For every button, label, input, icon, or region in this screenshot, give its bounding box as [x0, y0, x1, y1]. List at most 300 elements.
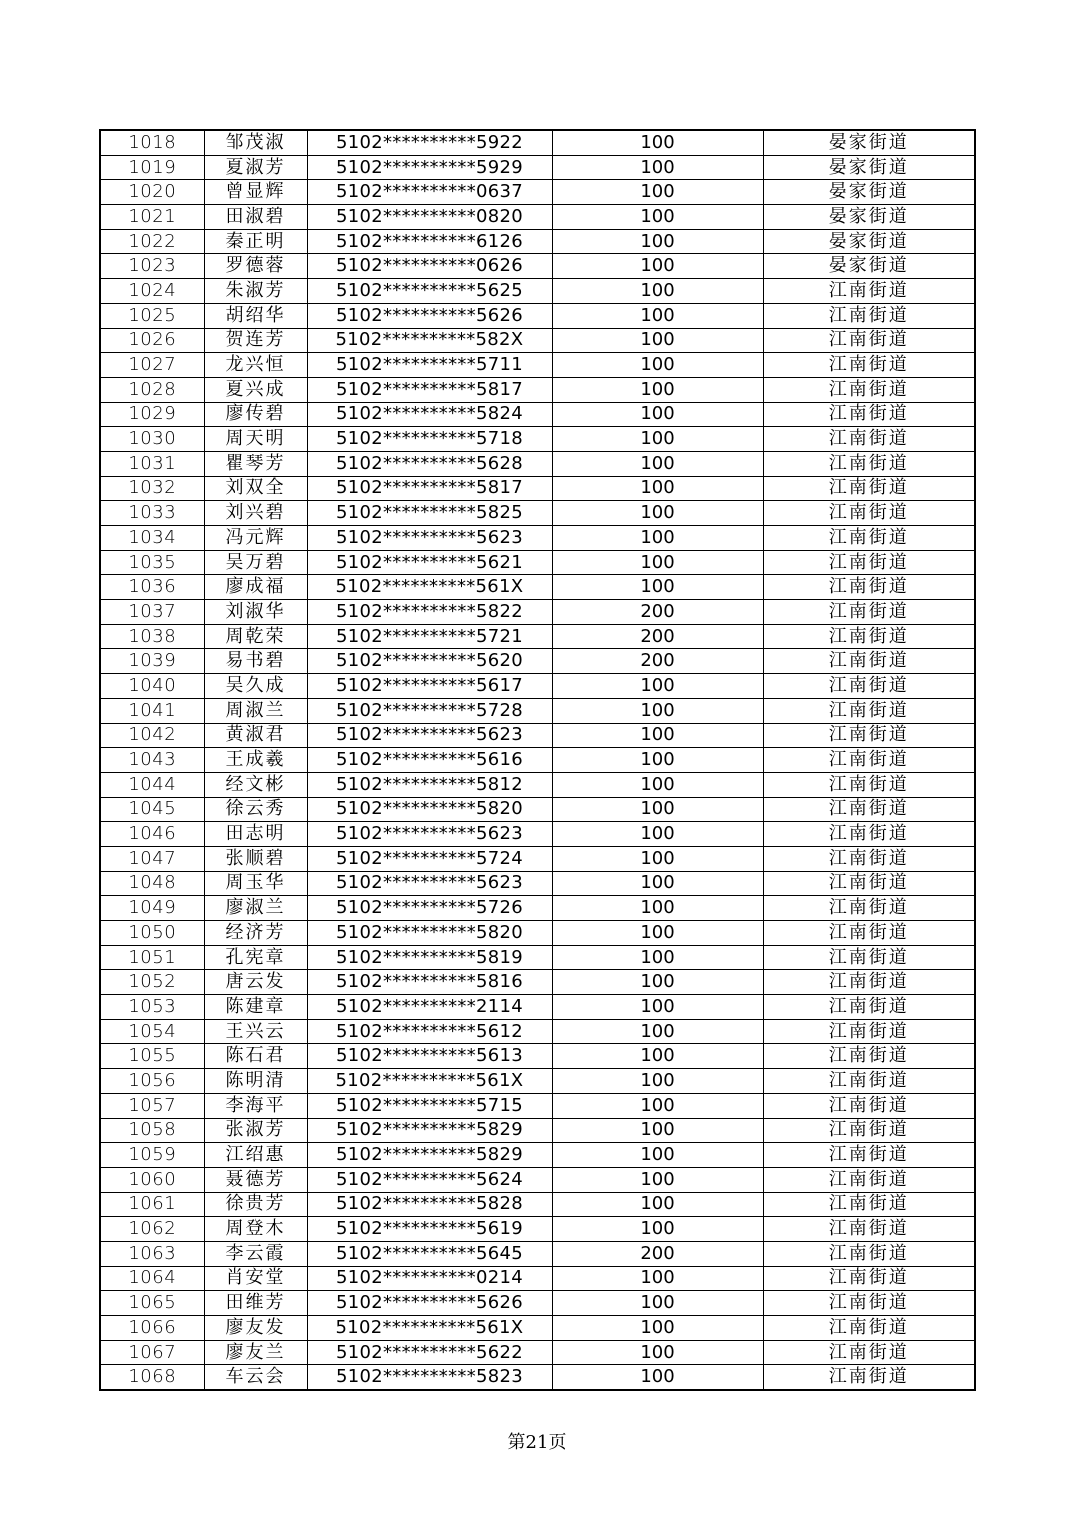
subdistrict-cell: 江南街道 [763, 451, 975, 476]
row-number-cell: 1038 [100, 624, 204, 649]
row-number-cell: 1053 [100, 995, 204, 1020]
person-name-cell: 肖安堂 [204, 1266, 307, 1291]
table-row [100, 328, 975, 353]
amount-cell: 100 [552, 550, 763, 575]
person-name-cell: 冯元辉 [204, 526, 307, 551]
row-number-cell: 1063 [100, 1241, 204, 1266]
subdistrict-cell: 江南街道 [763, 1241, 975, 1266]
amount-cell: 100 [552, 451, 763, 476]
amount-cell: 100 [552, 427, 763, 452]
row-number-cell: 1022 [100, 229, 204, 254]
subdistrict-cell: 江南街道 [763, 871, 975, 896]
table-row [100, 1365, 975, 1390]
table-row [100, 1266, 975, 1291]
row-number-cell: 1046 [100, 822, 204, 847]
person-name-cell: 张淑芳 [204, 1118, 307, 1143]
id-number-cell: 5102**********561X [307, 575, 552, 600]
id-number-cell: 5102**********5817 [307, 377, 552, 402]
row-number-cell: 1054 [100, 1019, 204, 1044]
table-row [100, 155, 975, 180]
roster-table-body [100, 130, 975, 1390]
subdistrict-cell: 江南街道 [763, 427, 975, 452]
table-row [100, 896, 975, 921]
row-number-cell: 1030 [100, 427, 204, 452]
amount-cell: 100 [552, 402, 763, 427]
table-row [100, 698, 975, 723]
amount-cell: 100 [552, 526, 763, 551]
row-number-cell: 1040 [100, 674, 204, 699]
subdistrict-cell: 江南街道 [763, 1167, 975, 1192]
amount-cell: 100 [552, 1143, 763, 1168]
person-name-cell: 田淑碧 [204, 205, 307, 230]
id-number-cell: 5102**********5711 [307, 353, 552, 378]
person-name-cell: 江绍惠 [204, 1143, 307, 1168]
subdistrict-cell: 江南街道 [763, 1118, 975, 1143]
row-number-cell: 1043 [100, 748, 204, 773]
subdistrict-cell: 江南街道 [763, 624, 975, 649]
subdistrict-cell: 江南街道 [763, 772, 975, 797]
amount-cell: 100 [552, 1316, 763, 1341]
person-name-cell: 易书碧 [204, 649, 307, 674]
amount-cell: 100 [552, 1365, 763, 1390]
table-row [100, 526, 975, 551]
amount-cell: 100 [552, 1118, 763, 1143]
table-row [100, 575, 975, 600]
row-number-cell: 1052 [100, 970, 204, 995]
row-number-cell: 1049 [100, 896, 204, 921]
person-name-cell: 刘双全 [204, 476, 307, 501]
id-number-cell: 5102**********5622 [307, 1340, 552, 1365]
amount-cell: 100 [552, 130, 763, 155]
table-row [100, 1044, 975, 1069]
table-row [100, 550, 975, 575]
table-row [100, 921, 975, 946]
row-number-cell: 1033 [100, 501, 204, 526]
person-name-cell: 贺连芳 [204, 328, 307, 353]
person-name-cell: 陈明清 [204, 1069, 307, 1094]
row-number-cell: 1037 [100, 600, 204, 625]
table-row [100, 624, 975, 649]
id-number-cell: 5102**********5824 [307, 402, 552, 427]
table-row [100, 427, 975, 452]
amount-cell: 100 [552, 279, 763, 304]
person-name-cell: 周淑兰 [204, 698, 307, 723]
id-number-cell: 5102**********5728 [307, 698, 552, 723]
row-number-cell: 1021 [100, 205, 204, 230]
row-number-cell: 1048 [100, 871, 204, 896]
person-name-cell: 曾显辉 [204, 180, 307, 205]
person-name-cell: 王兴云 [204, 1019, 307, 1044]
subdistrict-cell: 江南街道 [763, 526, 975, 551]
subdistrict-cell: 江南街道 [763, 970, 975, 995]
table-row [100, 871, 975, 896]
row-number-cell: 1065 [100, 1291, 204, 1316]
person-name-cell: 李云霞 [204, 1241, 307, 1266]
amount-cell: 100 [552, 1291, 763, 1316]
table-row [100, 501, 975, 526]
person-name-cell: 车云会 [204, 1365, 307, 1390]
row-number-cell: 1042 [100, 723, 204, 748]
table-row [100, 970, 975, 995]
person-name-cell: 廖友兰 [204, 1340, 307, 1365]
person-name-cell: 廖传碧 [204, 402, 307, 427]
person-name-cell: 徐贵芳 [204, 1192, 307, 1217]
person-name-cell: 夏兴成 [204, 377, 307, 402]
row-number-cell: 1039 [100, 649, 204, 674]
table-row [100, 772, 975, 797]
row-number-cell: 1027 [100, 353, 204, 378]
person-name-cell: 廖成福 [204, 575, 307, 600]
table-row [100, 130, 975, 155]
row-number-cell: 1057 [100, 1093, 204, 1118]
table-row [100, 1167, 975, 1192]
id-number-cell: 5102**********5828 [307, 1192, 552, 1217]
person-name-cell: 周天明 [204, 427, 307, 452]
id-number-cell: 5102**********5823 [307, 1365, 552, 1390]
table-row [100, 748, 975, 773]
table-row [100, 303, 975, 328]
person-name-cell: 陈建章 [204, 995, 307, 1020]
table-row [100, 476, 975, 501]
table-row [100, 1241, 975, 1266]
subdistrict-cell: 晏家街道 [763, 155, 975, 180]
row-number-cell: 1067 [100, 1340, 204, 1365]
subdistrict-cell: 江南街道 [763, 1019, 975, 1044]
subdistrict-cell: 江南街道 [763, 945, 975, 970]
person-name-cell: 廖友发 [204, 1316, 307, 1341]
row-number-cell: 1024 [100, 279, 204, 304]
id-number-cell: 5102**********5623 [307, 822, 552, 847]
amount-cell: 100 [552, 723, 763, 748]
amount-cell: 100 [552, 303, 763, 328]
table-row [100, 1192, 975, 1217]
id-number-cell: 5102**********5825 [307, 501, 552, 526]
table-row [100, 229, 975, 254]
person-name-cell: 孔宪章 [204, 945, 307, 970]
subdistrict-cell: 江南街道 [763, 698, 975, 723]
person-name-cell: 夏淑芳 [204, 155, 307, 180]
table-row [100, 1069, 975, 1094]
id-number-cell: 5102**********5612 [307, 1019, 552, 1044]
amount-cell: 100 [552, 205, 763, 230]
id-number-cell: 5102**********5619 [307, 1217, 552, 1242]
amount-cell: 100 [552, 896, 763, 921]
subdistrict-cell: 江南街道 [763, 748, 975, 773]
roster-table [99, 129, 976, 1391]
id-number-cell: 5102**********5817 [307, 476, 552, 501]
row-number-cell: 1056 [100, 1069, 204, 1094]
id-number-cell: 5102**********5623 [307, 526, 552, 551]
id-number-cell: 5102**********5812 [307, 772, 552, 797]
table-row [100, 723, 975, 748]
row-number-cell: 1050 [100, 921, 204, 946]
id-number-cell: 5102**********5721 [307, 624, 552, 649]
id-number-cell: 5102**********5715 [307, 1093, 552, 1118]
amount-cell: 100 [552, 822, 763, 847]
id-number-cell: 5102**********5718 [307, 427, 552, 452]
subdistrict-cell: 江南街道 [763, 1316, 975, 1341]
id-number-cell: 5102**********561X [307, 1316, 552, 1341]
subdistrict-cell: 江南街道 [763, 501, 975, 526]
subdistrict-cell: 江南街道 [763, 600, 975, 625]
page-number: 第21页 [507, 1432, 567, 1453]
id-number-cell: 5102**********0626 [307, 254, 552, 279]
subdistrict-cell: 晏家街道 [763, 180, 975, 205]
person-name-cell: 胡绍华 [204, 303, 307, 328]
row-number-cell: 1018 [100, 130, 204, 155]
person-name-cell: 陈石君 [204, 1044, 307, 1069]
subdistrict-cell: 江南街道 [763, 1340, 975, 1365]
row-number-cell: 1060 [100, 1167, 204, 1192]
table-row [100, 600, 975, 625]
id-number-cell: 5102**********5626 [307, 303, 552, 328]
subdistrict-cell: 江南街道 [763, 1365, 975, 1390]
amount-cell: 100 [552, 674, 763, 699]
row-number-cell: 1026 [100, 328, 204, 353]
amount-cell: 100 [552, 575, 763, 600]
amount-cell: 100 [552, 501, 763, 526]
table-row [100, 1291, 975, 1316]
id-number-cell: 5102**********5628 [307, 451, 552, 476]
person-name-cell: 秦正明 [204, 229, 307, 254]
person-name-cell: 龙兴恒 [204, 353, 307, 378]
id-number-cell: 5102**********5623 [307, 871, 552, 896]
amount-cell: 200 [552, 624, 763, 649]
amount-cell: 100 [552, 229, 763, 254]
amount-cell: 100 [552, 254, 763, 279]
amount-cell: 100 [552, 476, 763, 501]
person-name-cell: 罗德蓉 [204, 254, 307, 279]
row-number-cell: 1047 [100, 846, 204, 871]
table-row [100, 1019, 975, 1044]
table-row [100, 822, 975, 847]
subdistrict-cell: 江南街道 [763, 995, 975, 1020]
amount-cell: 100 [552, 180, 763, 205]
id-number-cell: 5102**********5822 [307, 600, 552, 625]
amount-cell: 100 [552, 797, 763, 822]
subdistrict-cell: 江南街道 [763, 674, 975, 699]
amount-cell: 100 [552, 1192, 763, 1217]
id-number-cell: 5102**********2114 [307, 995, 552, 1020]
id-number-cell: 5102**********0637 [307, 180, 552, 205]
person-name-cell: 瞿琴芳 [204, 451, 307, 476]
subdistrict-cell: 江南街道 [763, 1093, 975, 1118]
table-row [100, 205, 975, 230]
amount-cell: 100 [552, 871, 763, 896]
amount-cell: 200 [552, 649, 763, 674]
amount-cell: 100 [552, 377, 763, 402]
subdistrict-cell: 江南街道 [763, 896, 975, 921]
subdistrict-cell: 江南街道 [763, 846, 975, 871]
table-row [100, 1143, 975, 1168]
table-row [100, 846, 975, 871]
person-name-cell: 吴万碧 [204, 550, 307, 575]
id-number-cell: 5102**********561X [307, 1069, 552, 1094]
amount-cell: 100 [552, 1167, 763, 1192]
row-number-cell: 1058 [100, 1118, 204, 1143]
amount-cell: 100 [552, 1044, 763, 1069]
person-name-cell: 刘淑华 [204, 600, 307, 625]
subdistrict-cell: 江南街道 [763, 328, 975, 353]
subdistrict-cell: 晏家街道 [763, 254, 975, 279]
id-number-cell: 5102**********582X [307, 328, 552, 353]
amount-cell: 100 [552, 353, 763, 378]
person-name-cell: 唐云发 [204, 970, 307, 995]
id-number-cell: 5102**********5819 [307, 945, 552, 970]
subdistrict-cell: 江南街道 [763, 476, 975, 501]
subdistrict-cell: 江南街道 [763, 1192, 975, 1217]
table-row [100, 180, 975, 205]
subdistrict-cell: 江南街道 [763, 649, 975, 674]
person-name-cell: 周乾荣 [204, 624, 307, 649]
amount-cell: 100 [552, 1069, 763, 1094]
id-number-cell: 5102**********5829 [307, 1143, 552, 1168]
subdistrict-cell: 江南街道 [763, 377, 975, 402]
subdistrict-cell: 江南街道 [763, 822, 975, 847]
amount-cell: 100 [552, 945, 763, 970]
id-number-cell: 5102**********5820 [307, 921, 552, 946]
person-name-cell: 黄淑君 [204, 723, 307, 748]
id-number-cell: 5102**********5816 [307, 970, 552, 995]
amount-cell: 100 [552, 1093, 763, 1118]
amount-cell: 100 [552, 970, 763, 995]
subdistrict-cell: 江南街道 [763, 550, 975, 575]
amount-cell: 100 [552, 1266, 763, 1291]
subdistrict-cell: 江南街道 [763, 303, 975, 328]
person-name-cell: 张顺碧 [204, 846, 307, 871]
id-number-cell: 5102**********5625 [307, 279, 552, 304]
person-name-cell: 经济芳 [204, 921, 307, 946]
person-name-cell: 徐云秀 [204, 797, 307, 822]
subdistrict-cell: 江南街道 [763, 1266, 975, 1291]
row-number-cell: 1068 [100, 1365, 204, 1390]
table-row [100, 674, 975, 699]
table-row [100, 1316, 975, 1341]
subdistrict-cell: 江南街道 [763, 575, 975, 600]
person-name-cell: 朱淑芳 [204, 279, 307, 304]
row-number-cell: 1051 [100, 945, 204, 970]
id-number-cell: 5102**********5624 [307, 1167, 552, 1192]
table-row [100, 353, 975, 378]
amount-cell: 100 [552, 748, 763, 773]
table-row [100, 995, 975, 1020]
id-number-cell: 5102**********5829 [307, 1118, 552, 1143]
id-number-cell: 5102**********5621 [307, 550, 552, 575]
table-row [100, 797, 975, 822]
amount-cell: 100 [552, 995, 763, 1020]
id-number-cell: 5102**********5626 [307, 1291, 552, 1316]
row-number-cell: 1066 [100, 1316, 204, 1341]
id-number-cell: 5102**********5623 [307, 723, 552, 748]
id-number-cell: 5102**********5616 [307, 748, 552, 773]
row-number-cell: 1025 [100, 303, 204, 328]
subdistrict-cell: 江南街道 [763, 797, 975, 822]
amount-cell: 100 [552, 698, 763, 723]
subdistrict-cell: 晏家街道 [763, 229, 975, 254]
subdistrict-cell: 江南街道 [763, 1044, 975, 1069]
table-row [100, 279, 975, 304]
row-number-cell: 1061 [100, 1192, 204, 1217]
person-name-cell: 邹茂淑 [204, 130, 307, 155]
row-number-cell: 1059 [100, 1143, 204, 1168]
subdistrict-cell: 江南街道 [763, 1069, 975, 1094]
amount-cell: 100 [552, 1217, 763, 1242]
person-name-cell: 田志明 [204, 822, 307, 847]
row-number-cell: 1028 [100, 377, 204, 402]
person-name-cell: 王成羲 [204, 748, 307, 773]
row-number-cell: 1020 [100, 180, 204, 205]
table-row [100, 402, 975, 427]
subdistrict-cell: 晏家街道 [763, 130, 975, 155]
row-number-cell: 1023 [100, 254, 204, 279]
table-row [100, 945, 975, 970]
amount-cell: 100 [552, 921, 763, 946]
id-number-cell: 5102**********5922 [307, 130, 552, 155]
amount-cell: 200 [552, 1241, 763, 1266]
row-number-cell: 1029 [100, 402, 204, 427]
table-row [100, 649, 975, 674]
id-number-cell: 5102**********5929 [307, 155, 552, 180]
id-number-cell: 5102**********6126 [307, 229, 552, 254]
id-number-cell: 5102**********0214 [307, 1266, 552, 1291]
person-name-cell: 周登木 [204, 1217, 307, 1242]
table-row [100, 451, 975, 476]
subdistrict-cell: 江南街道 [763, 1291, 975, 1316]
id-number-cell: 5102**********5613 [307, 1044, 552, 1069]
person-name-cell: 聂德芳 [204, 1167, 307, 1192]
subdistrict-cell: 江南街道 [763, 402, 975, 427]
amount-cell: 100 [552, 328, 763, 353]
row-number-cell: 1064 [100, 1266, 204, 1291]
row-number-cell: 1036 [100, 575, 204, 600]
subdistrict-cell: 江南街道 [763, 921, 975, 946]
table-row [100, 1118, 975, 1143]
subdistrict-cell: 江南街道 [763, 1217, 975, 1242]
amount-cell: 100 [552, 772, 763, 797]
table-row [100, 1093, 975, 1118]
amount-cell: 200 [552, 600, 763, 625]
row-number-cell: 1055 [100, 1044, 204, 1069]
row-number-cell: 1032 [100, 476, 204, 501]
person-name-cell: 廖淑兰 [204, 896, 307, 921]
person-name-cell: 田维芳 [204, 1291, 307, 1316]
table-row [100, 254, 975, 279]
person-name-cell: 周玉华 [204, 871, 307, 896]
row-number-cell: 1045 [100, 797, 204, 822]
amount-cell: 100 [552, 846, 763, 871]
person-name-cell: 刘兴碧 [204, 501, 307, 526]
person-name-cell: 李海平 [204, 1093, 307, 1118]
person-name-cell: 经文彬 [204, 772, 307, 797]
table-row [100, 377, 975, 402]
row-number-cell: 1062 [100, 1217, 204, 1242]
id-number-cell: 5102**********5726 [307, 896, 552, 921]
row-number-cell: 1034 [100, 526, 204, 551]
subdistrict-cell: 晏家街道 [763, 205, 975, 230]
id-number-cell: 5102**********5724 [307, 846, 552, 871]
row-number-cell: 1031 [100, 451, 204, 476]
row-number-cell: 1035 [100, 550, 204, 575]
id-number-cell: 5102**********5617 [307, 674, 552, 699]
person-name-cell: 吴久成 [204, 674, 307, 699]
subdistrict-cell: 江南街道 [763, 723, 975, 748]
row-number-cell: 1041 [100, 698, 204, 723]
id-number-cell: 5102**********5620 [307, 649, 552, 674]
table-row [100, 1217, 975, 1242]
amount-cell: 100 [552, 155, 763, 180]
id-number-cell: 5102**********5645 [307, 1241, 552, 1266]
table-row [100, 1340, 975, 1365]
